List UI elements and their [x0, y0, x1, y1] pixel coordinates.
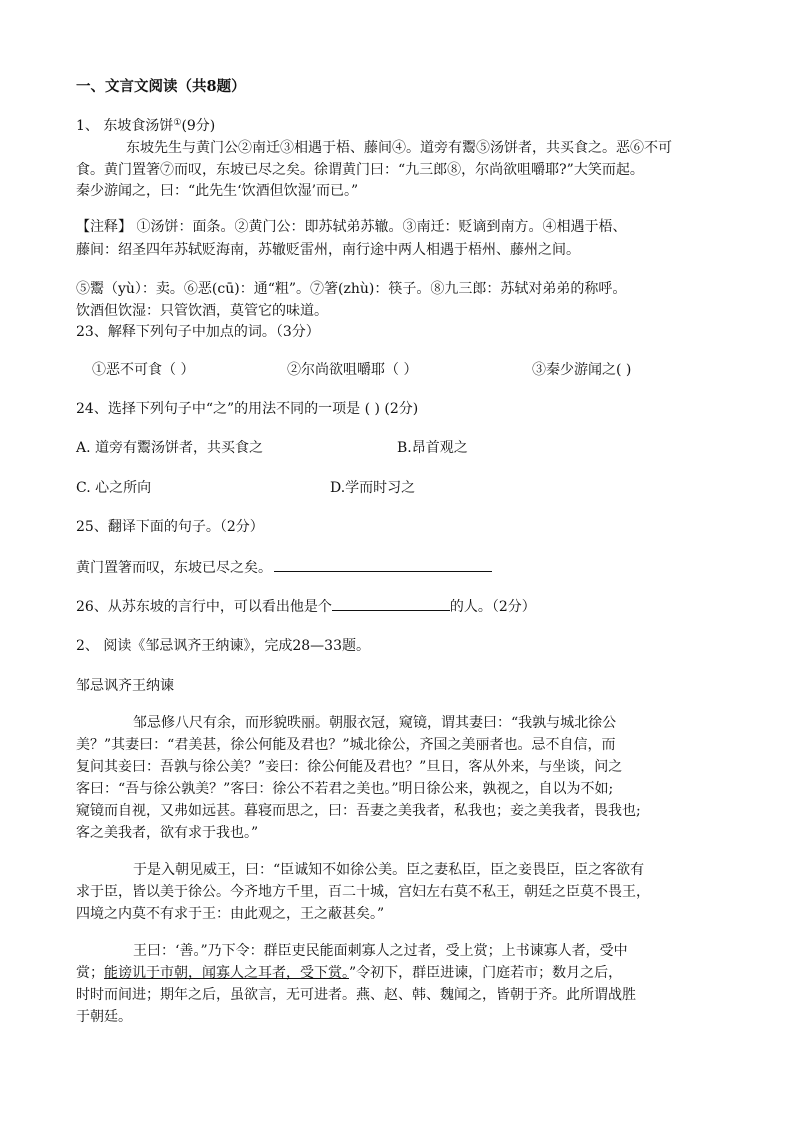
q24-option-b: B.昂首观之 [397, 440, 468, 456]
q2-para3-line: 于朝廷。 [76, 1009, 132, 1025]
q23-item-1: ①恶不可食（ ） [92, 362, 195, 378]
q24-prompt: 24、选择下列句子中“之”的用法不同的一项是 ( ) (2分) [76, 401, 419, 417]
q2-underlined-sentence: 能谤讥于市朝，闻寡人之耳者，受下赏。 [104, 965, 349, 981]
q2-heading: 2、 阅读《邹忌讽齐王纳谏》，完成28—33题。 [76, 638, 370, 654]
q1-passage-line: 食。黄门置箸⑦而叹，东坡已尽之矣。徐谓黄门曰：“九三郎⑧，尔尚欲咀嚼耶?”大笑而起。 [76, 162, 644, 178]
q1-passage-line: 东坡先生与黄门公②南迁③相遇于梧、藤间④。道旁有鬻⑤汤饼者，共买食之。恶⑥不可 [126, 140, 672, 156]
q2-para1-line: 客之美我者，欲有求于我也。” [76, 825, 259, 841]
q24-option-a: A. 道旁有鬻汤饼者，共买食之 [76, 440, 264, 456]
q25-sentence: 黄门置箸而叹，东坡已尽之矣。 [76, 560, 272, 576]
q2-para3-pre: 赏； [76, 965, 104, 981]
q23-item-3: ③秦少游闻之( ) [532, 362, 632, 378]
q1-passage-line: 秦少游闻之，曰：“此先生‘饮酒但饮湿’而已。” [76, 183, 359, 199]
q1-notes-line: 藤间：绍圣四年苏轼贬海南，苏辙贬雷州，南行途中两人相遇于梧州、藤州之间。 [76, 242, 580, 258]
q2-para1-line: 邹忌修八尺有余，而形貌昳丽。朝服衣冠，窥镜，谓其妻曰：“我孰与城北徐公 [133, 715, 617, 731]
q1-notes-line: ⑤鬻（yù）：卖。⑥恶(cū)：通“粗”。⑦箸(zhù)：筷子。⑧九三郎：苏轼对弟弟的称呼。 [76, 281, 627, 297]
q1-notes-line: 【注释】 ①汤饼：面条。②黄门公：即苏轼弟苏辙。③南迁：贬谪到南方。④相遇于梧、 [76, 219, 627, 235]
q2-para1-line: 窥镜而自视，又弗如远甚。暮寝而思之，曰：吾妻之美我者，私我也；妾之美我者，畏我也; [76, 803, 641, 819]
q1-notes-line: 饮酒但饮湿：只管饮酒，莫管它的味道。 [76, 303, 328, 319]
q24-option-d: D.学而时习之 [330, 480, 416, 496]
q26-row [76, 596, 536, 617]
q2-para2-line: 四境之内莫不有求于王：由此观之，王之蔽甚矣。” [76, 906, 385, 922]
q25-sentence-row [76, 557, 492, 578]
q1-heading-sup: ① [173, 118, 182, 128]
q26-prompt-before: 26、从苏东坡的言行中，可以看出他是个 [76, 599, 332, 615]
q2-para1-line: 复问其妾曰：吾孰与徐公美？”妾曰：徐公何能及君也？”旦日，客从外来，与坐谈，问之 [76, 759, 623, 775]
q25-answer-blank[interactable] [274, 557, 492, 572]
q1-heading [76, 116, 215, 136]
q2-para1-line: 美？”其妻曰：“君美甚，徐公何能及君也？”城北徐公，齐国之美丽者也。忌不自信，而 [76, 737, 616, 753]
q2-para3-line [76, 963, 622, 983]
q1-heading-score: (9分) [181, 118, 216, 134]
q2-para1-line: 客曰：“吾与徐公孰美？”客曰：徐公不若君之美也。”明日徐公来，孰视之，自以为不如; [76, 781, 614, 797]
q26-answer-blank[interactable] [332, 596, 450, 611]
q2-para3-line: 时时而间进；期年之后，虽欲言，无可进者。燕、赵、韩、魏闻之，皆朝于齐。此所谓战胜 [76, 987, 636, 1003]
q23-item-2: ②尔尚欲咀嚼耶（ ） [287, 362, 418, 378]
q2-para3-line: 王曰：‘善。”乃下令：群臣吏民能面刺寡人之过者，受上赏；上书谏寡人者，受中 [133, 943, 628, 959]
q24-option-c: C. 心之所向 [76, 480, 152, 496]
q25-prompt: 25、翻译下面的句子。（2分） [76, 519, 264, 535]
q2-para2-line: 求于臣，皆以美于徐公。今齐地方千里，百二十城，宫妇左右莫不私王，朝廷之臣莫不畏王， [76, 884, 650, 900]
q2-passage-title: 邹忌讽齐王纳谏 [76, 678, 174, 694]
q26-prompt-after: 的人。（2分） [449, 599, 536, 615]
q23-prompt: 23、解释下列句子中加点的词。（3分） [76, 324, 320, 340]
q2-para2-line: 于是入朝见威王，曰：“臣诚知不如徐公美。臣之妻私臣，臣之妾畏臣，臣之客欲有 [133, 862, 645, 878]
q2-para3-post: ”令初下，群臣进谏，门庭若市；数月之后， [349, 965, 623, 981]
q1-heading-text: 1、 东坡食汤饼 [76, 118, 174, 134]
section-title: 一、文言文阅读（共8题） [76, 78, 246, 95]
